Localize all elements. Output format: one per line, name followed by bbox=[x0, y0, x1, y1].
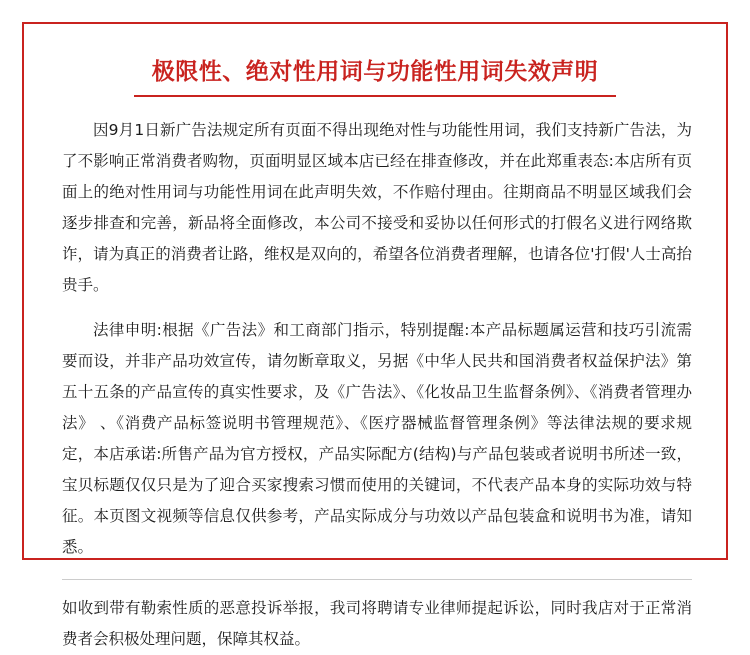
title-underline-rule bbox=[134, 95, 616, 97]
statement-content bbox=[44, 40, 706, 648]
page-title: 极限性、绝对性用词与功能性用词失效声明 bbox=[151, 59, 599, 85]
paragraph-footer-note: 如收到带有勒索性质的恶意投诉举报，我司将聘请专业律师提起诉讼，同时我店对于正常消费者会积极处理问题，保障其权益。 bbox=[62, 598, 692, 648]
paragraph-advertising-law: 因9月1日新广告法规定所有页面不得出现绝对性与功能性用词，我们支持新广告法，为了不影响正常消费者购物，页面明显区域本店已经在排查修改，并在此郑重表态:本店所有页面上的绝对性用词与功能性用词在此声明失效，不作赔付理由。往期商品不明显区域我们会逐步排查和完善，新品将全面修改，本公司不接受和妥协以任何形式的打假名义进行网络欺诈，请为真正的消费者让路，维权是双向的，希望各位消费者理解，也请各位'打假'人士高抬贵手。 bbox=[62, 120, 692, 294]
statement-body bbox=[44, 115, 706, 563]
paragraph-legal-declaration: 法律申明:根据《广告法》和工商部门指示，特别提醒:本产品标题属运营和技巧引流需要而设，并非产品功效宣传，请勿断章取义，另据《中华人民共和国消费者权益保护法》第五十五条的产品宣传的真实性要求，及《广告法》、《化妆品卫生监督条例》、《消费者管理办法》 、《消费产品标签说明书管理规范》、《医疗器械监督管理条例》等法律法规的要求规定，本店承诺:所售产品为官方授权，产品实际配方(结构)与产品包装或者说明书所述一致，宝贝标题仅仅只是为了迎合买家搜索习惯而使用的关键词，不代表产品本身的实际功效与特征。本页图文视频等信息仅供参考，产品实际成分与功效以产品包装盒和说明书为准，请知悉。 bbox=[62, 320, 692, 556]
section-divider bbox=[62, 579, 692, 580]
statement-footer bbox=[44, 593, 706, 655]
statement-frame bbox=[22, 22, 728, 648]
